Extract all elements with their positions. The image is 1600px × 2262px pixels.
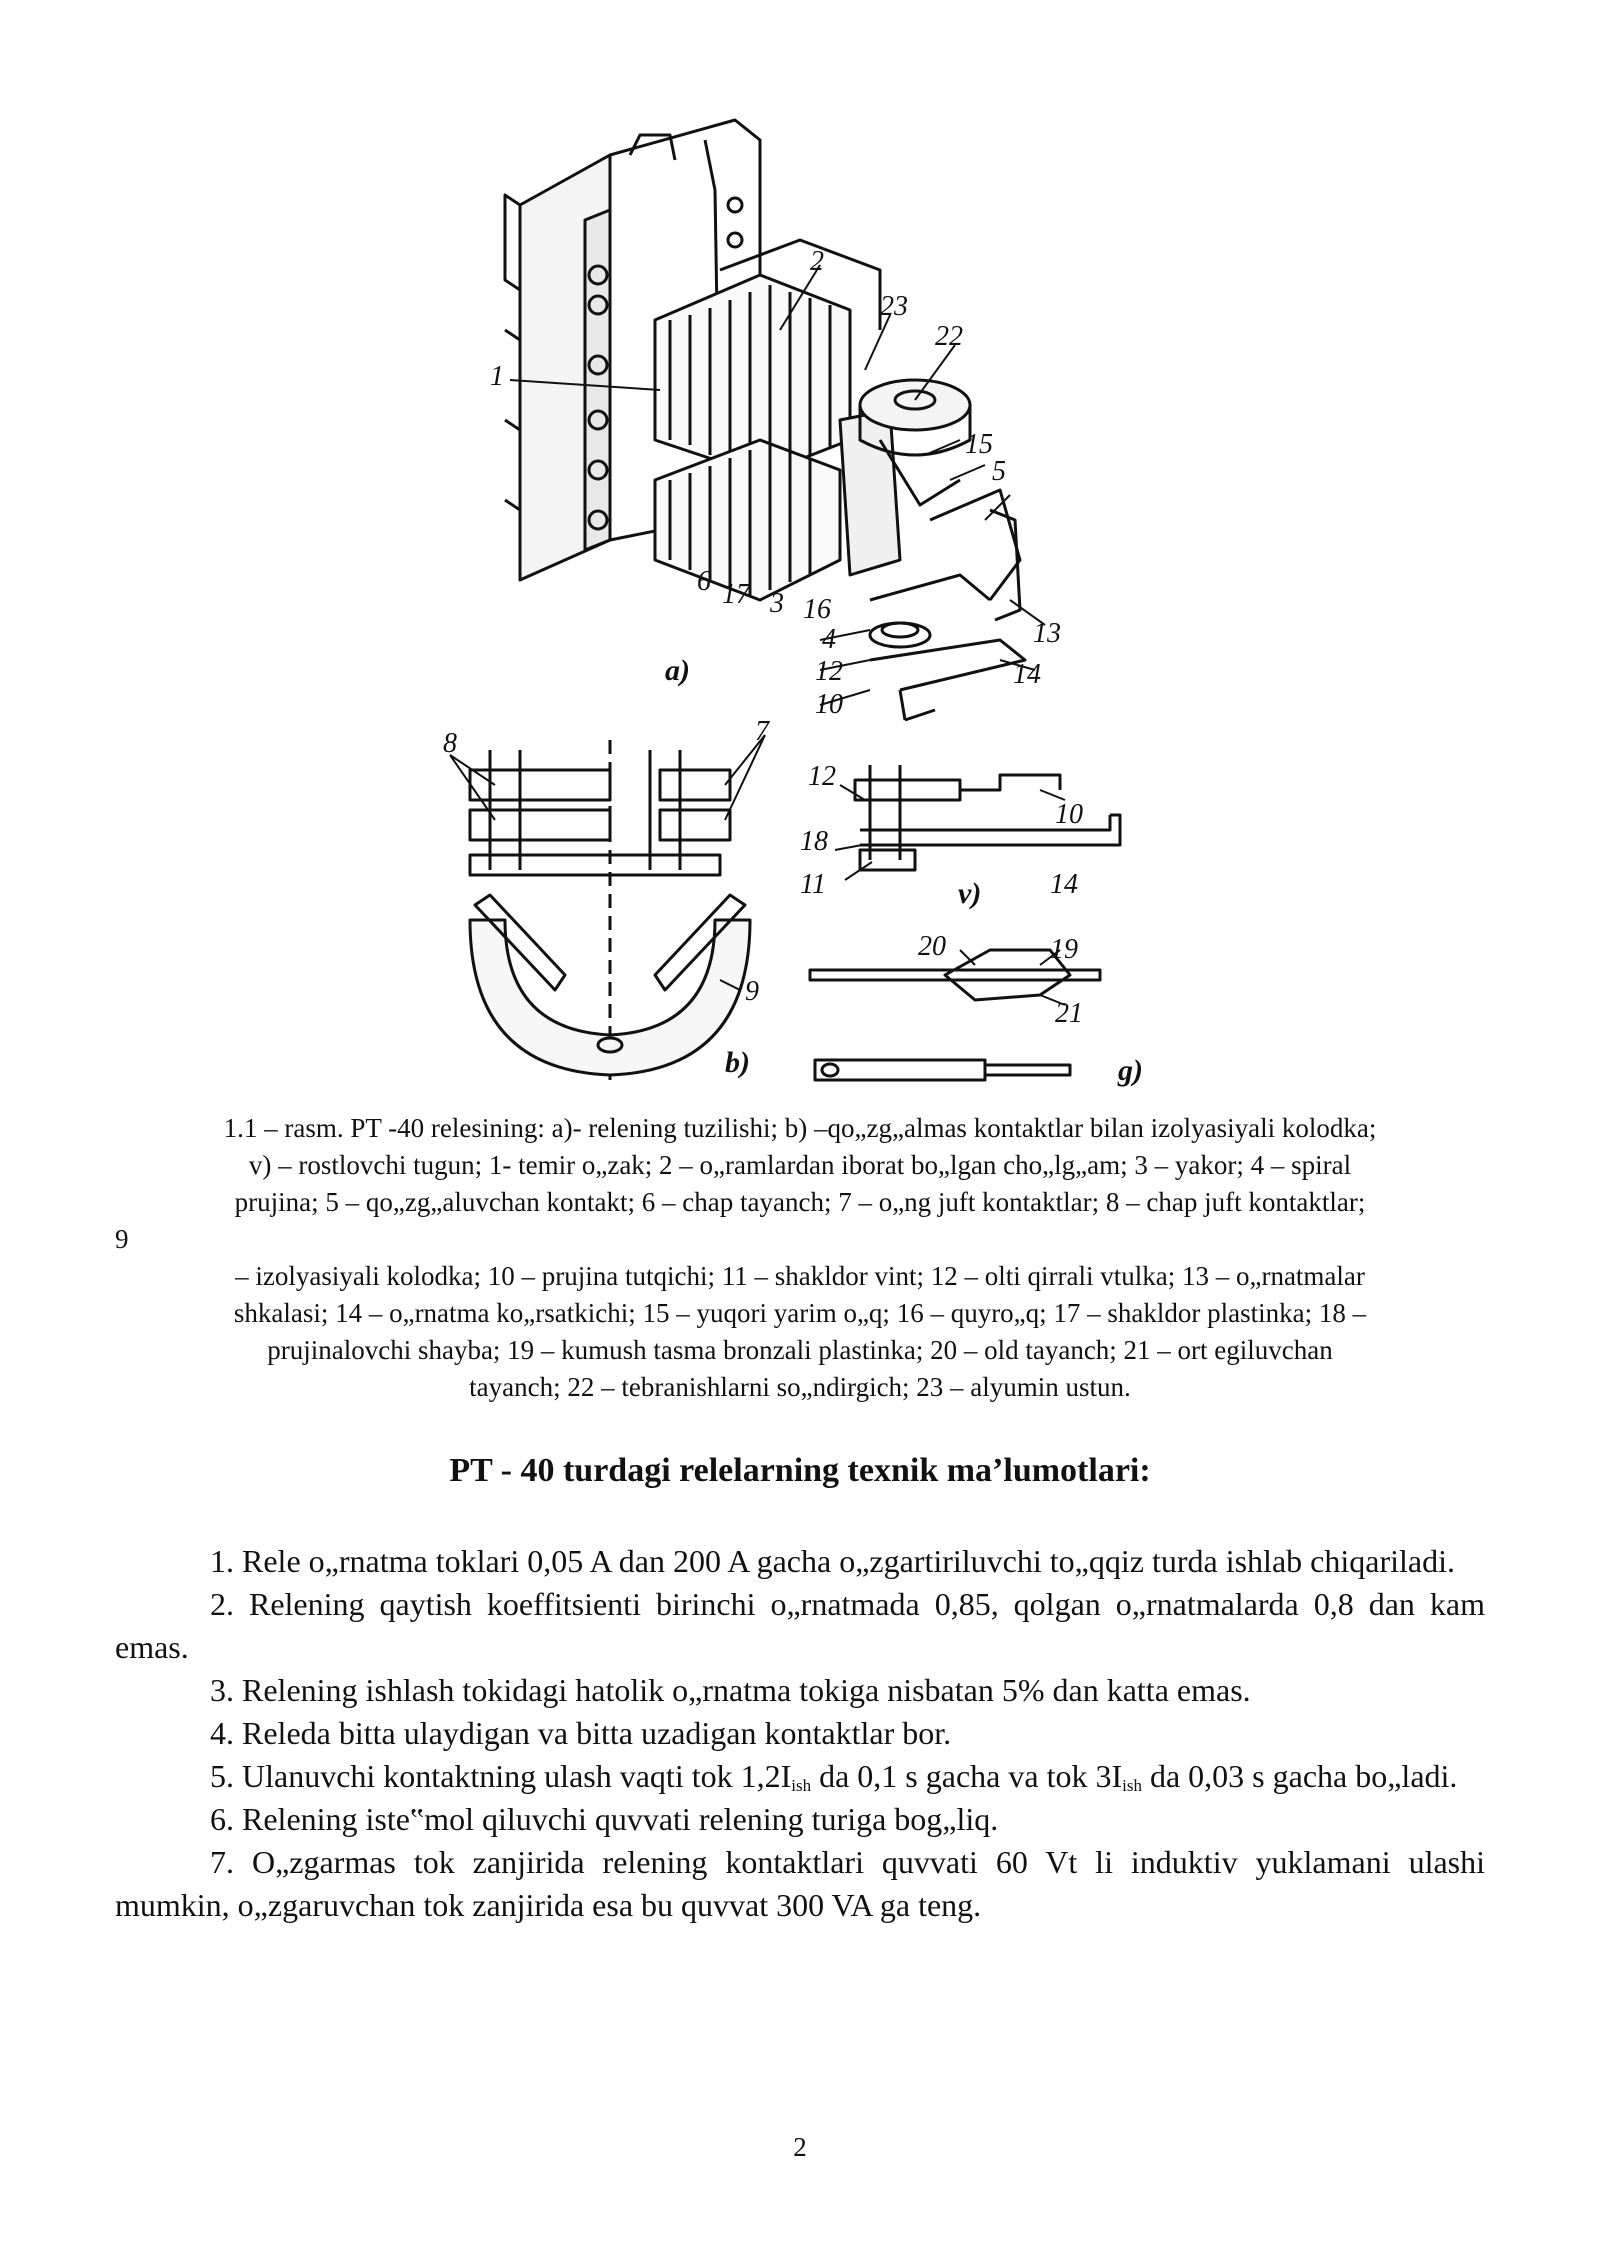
part-label-g: g): [1118, 1054, 1143, 1087]
caption-line: 9: [115, 1224, 129, 1254]
label-8: 8: [443, 728, 457, 759]
list-item: [115, 1540, 1485, 1583]
label-15: 15: [965, 429, 993, 460]
label-17: 17: [722, 579, 750, 610]
label-10-v: 10: [1055, 799, 1083, 830]
label-19: 19: [1050, 934, 1078, 965]
label-12-a: 12: [815, 656, 843, 687]
subscript: ish: [1122, 1776, 1142, 1795]
list-item: [115, 1798, 1485, 1841]
label-2: 2: [810, 246, 824, 277]
figure-caption: [115, 1110, 1485, 1406]
subscript: ish: [791, 1776, 812, 1795]
caption-line: 1.1 – rasm. PT -40 relesining: a)- relening tuzilishi; b) –qo„zg„almas kontaktlar bilan izolyasiyali kolodka;: [223, 1113, 1377, 1143]
relay-drawing: [430, 100, 1190, 1100]
item-number: 1.: [210, 1543, 234, 1579]
caption-line: v) – rostlovchi tugun; 1- temir o„zak; 2 – o„ramlardan iborat bo„lgan cho„lg„am; 3 – yakor; 4 – spiral: [248, 1150, 1352, 1180]
label-14-v: 14: [1050, 869, 1078, 900]
item-text: Relening ishlash tokidagi hatolik o„rnatma tokiga nisbatan 5% dan katta emas.: [242, 1672, 1251, 1708]
label-4: 4: [822, 624, 836, 655]
label-7: 7: [755, 716, 769, 747]
label-23: 23: [880, 291, 908, 322]
item-text: Rele o„rnatma toklari 0,05 A dan 200 A gacha o„zgartiriluvchi to„qqiz turda ishlab chiqariladi.: [242, 1543, 1455, 1579]
caption-line: – izolyasiyali kolodka; 10 – prujina tutqichi; 11 – shakldor vint; 12 – olti qirrali vtulka; 13 – o„rnatmalar: [235, 1261, 1365, 1291]
label-13: 13: [1033, 618, 1061, 649]
label-6: 6: [697, 566, 711, 597]
label-12-v: 12: [808, 761, 836, 792]
part-label-b: b): [725, 1046, 750, 1079]
caption-line: prujina; 5 – qo„zg„aluvchan kontakt; 6 – chap tayanch; 7 – o„ng juft kontaktlar; 8 – chap juft kontaktlar;: [234, 1187, 1366, 1217]
label-14-a: 14: [1013, 659, 1041, 690]
item-text: da 0,1 s gacha va tok 3I: [811, 1758, 1123, 1794]
label-22: 22: [935, 321, 963, 352]
part-label-v: v): [958, 877, 982, 910]
label-21: 21: [1055, 998, 1083, 1029]
label-16: 16: [803, 594, 831, 625]
label-11: 11: [800, 869, 826, 900]
item-number: 5.: [210, 1758, 234, 1794]
label-3: 3: [770, 588, 784, 619]
part-label-a: a): [665, 654, 690, 687]
section-title: PT - 40 turdagi relelarning texnik ma’lumotlari:: [449, 1452, 1151, 1489]
list-item: [115, 1755, 1485, 1798]
list-item: [115, 1841, 1485, 1927]
caption-line: prujinalovchi shayba; 19 – kumush tasma bronzali plastinka; 20 – old tayanch; 21 – ort egiluvchan: [267, 1335, 1333, 1365]
list-item: [115, 1583, 1485, 1669]
specification-list: [115, 1540, 1485, 1927]
label-9: 9: [745, 976, 759, 1007]
label-20: 20: [918, 931, 946, 962]
page-number: 2: [793, 2132, 807, 2162]
label-5: 5: [992, 456, 1006, 487]
caption-line: tayanch; 22 – tebranishlarni so„ndirgich; 23 – alyumin ustun.: [469, 1372, 1131, 1402]
item-text: Relening iste‟mol qiluvchi quvvati relening turiga bog„liq.: [242, 1801, 999, 1837]
label-10-a: 10: [815, 689, 843, 720]
armature-assembly: [840, 380, 1025, 720]
caption-line: shkalasi; 14 – o„rnatma ko„rsatkichi; 15 – yuqori yarim o„q; 16 – quyro„q; 17 – shakldor plastinka; 18 –: [233, 1298, 1367, 1328]
item-number: 2.: [210, 1586, 234, 1622]
item-text: da 0,03 s gacha bo„ladi.: [1141, 1758, 1458, 1794]
list-item: [115, 1712, 1485, 1755]
item-text: Ulanuvchi kontaktning ulash vaqti tok 1,2I: [242, 1758, 792, 1794]
label-18: 18: [800, 826, 828, 857]
item-number: 7.: [210, 1844, 234, 1880]
item-number: 6.: [210, 1801, 234, 1837]
item-text: Relening qaytish koeffitsienti birinchi o„rnatmada 0,85, qolgan o„rnatmalarda 0,8 dan kam emas.: [115, 1586, 1486, 1665]
list-item: [115, 1669, 1485, 1712]
item-number: 4.: [210, 1715, 234, 1751]
item-text: Releda bitta ulaydigan va bitta uzadigan kontaktlar bor.: [242, 1715, 952, 1751]
label-1: 1: [490, 361, 504, 392]
insulating-block-b: [470, 740, 750, 1080]
item-number: 3.: [210, 1672, 234, 1708]
item-text: O„zgarmas tok zanjirida relening kontaktlari quvvati 60 Vt li induktiv yuklamani ulashi mumkin, o„zgaruvchan tok zanjirida esa bu quvvat 300 VA ga teng.: [115, 1844, 1486, 1923]
relay-figure: [430, 100, 1190, 1100]
